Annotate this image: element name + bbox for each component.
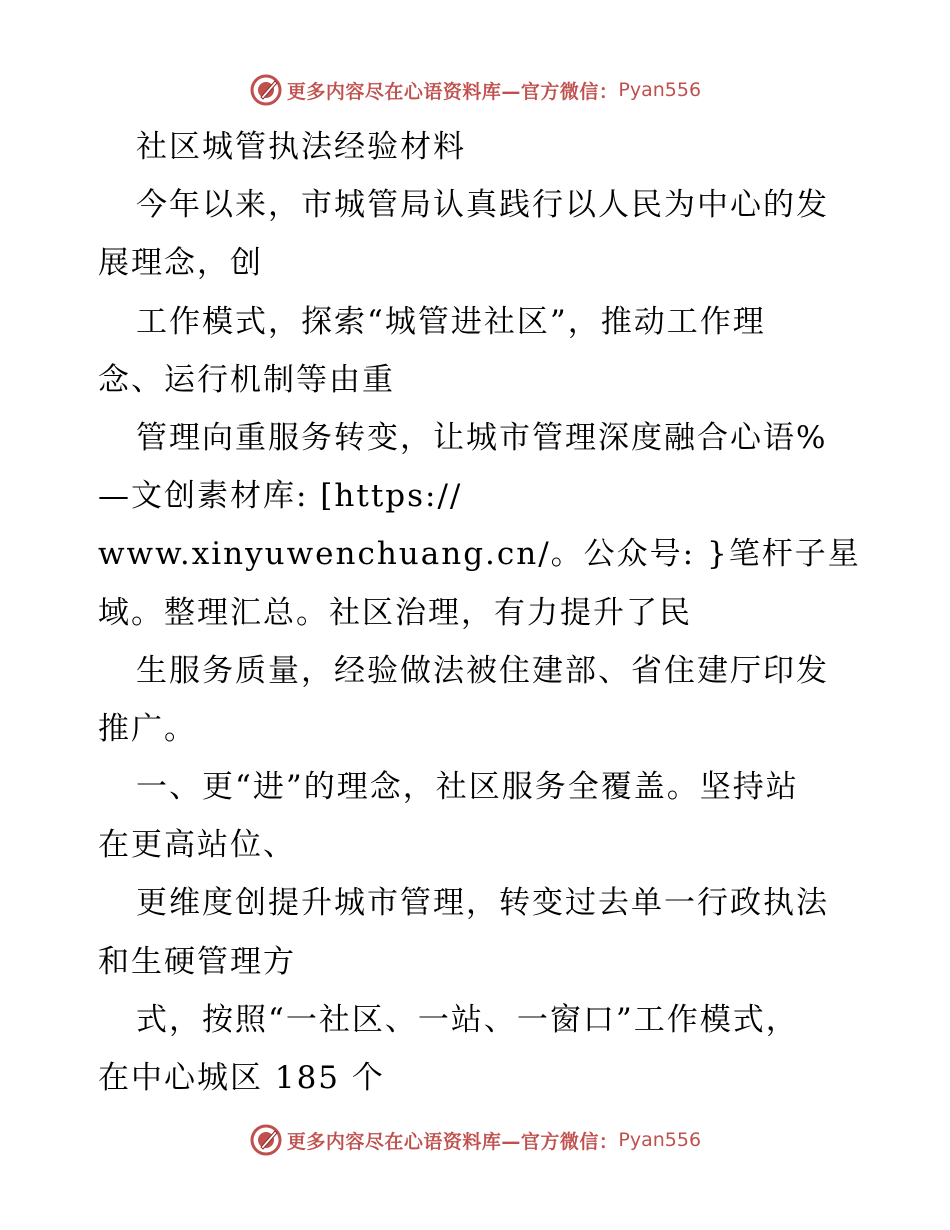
text-line: 在更高站位、 (98, 827, 296, 864)
banner-text: 更多内容尽在心语资料库—官方微信： (286, 1130, 619, 1153)
banner-text: 更多内容尽在心语资料库—官方微信： (286, 80, 619, 103)
text-line: www.xinyuwenchuang.cn/。公众号: }笔杆子星 (98, 536, 861, 573)
text-line: 社区城管执法经验材料 (136, 129, 466, 165)
header-banner (0, 70, 950, 110)
banner-wechat-id: Pyan556 (618, 79, 702, 101)
banner-wechat-id: Pyan556 (618, 1129, 702, 1151)
text-line: 管理向重服务转变，让城市管理深度融合心语% (136, 419, 828, 456)
text-line: 和生硬管理方 (98, 943, 296, 980)
text-line: —文创素材库: [https:// (98, 478, 463, 515)
text-line: 推广。 (98, 710, 197, 747)
text-line: 更维度创提升城市管理，转变过去单一行政执法 (136, 885, 829, 922)
text-line: 今年以来，市城管局认真践行以人民为中心的发 (136, 187, 829, 224)
text-line: 生服务质量，经验做法被住建部、省住建厅印发 (136, 652, 829, 689)
text-line: 念、运行机制等由重 (98, 361, 395, 398)
text-line: 展理念，创 (98, 245, 263, 282)
text-line: 在中心城区 185 个 (98, 1060, 385, 1096)
text-line: 一、更“进”的理念，社区服务全覆盖。坚持站 (136, 769, 799, 806)
pen-circle-logo-icon (249, 73, 283, 107)
footer-banner (0, 1120, 950, 1160)
document-body (98, 118, 861, 1107)
text-line: 域。整理汇总。社区治理，有力提升了民 (98, 594, 692, 631)
pen-circle-logo-icon (249, 1123, 283, 1157)
text-line: 工作模式，探索“城管进社区”，推动工作理 (136, 303, 766, 340)
text-line: 式，按照“一社区、一站、一窗口”工作模式， (136, 1001, 799, 1038)
